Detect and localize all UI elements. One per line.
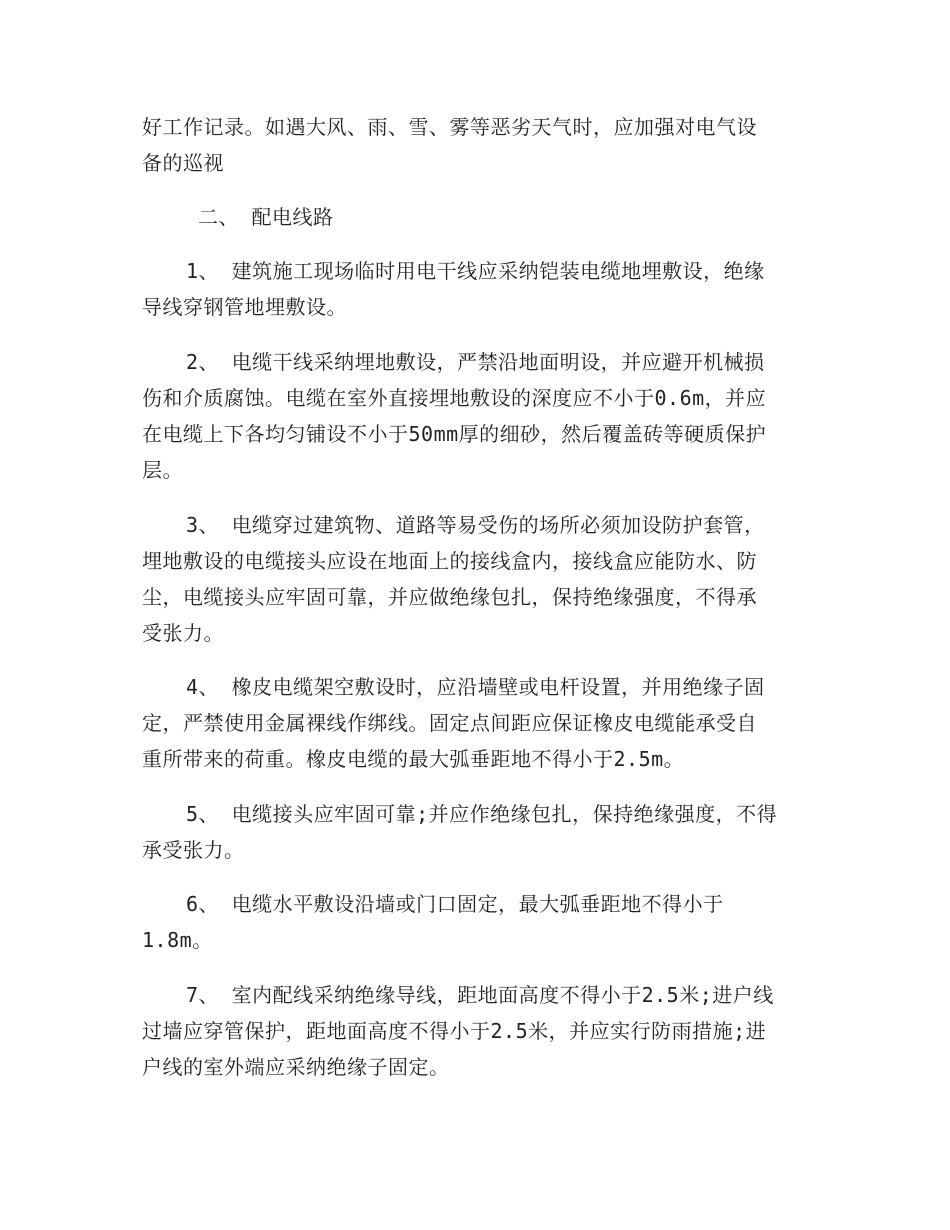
text-line: 2、 电缆干线采纳埋地敷设，严禁沿地面明设，并应避开机械损 bbox=[186, 350, 765, 374]
text-line: 1.8m。 bbox=[142, 928, 213, 952]
text-line: 备的巡视 bbox=[142, 151, 224, 175]
text-line: 承受张力。 bbox=[142, 838, 245, 862]
text-line: 受张力。 bbox=[142, 621, 224, 645]
section-heading: 二、 配电线路 bbox=[198, 205, 334, 229]
text-line: 5、 电缆接头应牢固可靠;并应作绝缘包扎，保持绝缘强度，不得 bbox=[186, 802, 778, 826]
text-line: 导线穿钢管地埋敷设。 bbox=[142, 295, 347, 319]
text-line: 过墙应穿管保护，距地面高度不得小于2.5米，并应实行防雨措施;进 bbox=[142, 1019, 767, 1043]
text-line: 1、 建筑施工现场临时用电干线应采纳铠装电缆地埋敷设，绝缘 bbox=[186, 259, 765, 283]
text-line: 户线的室外端应采纳绝缘子固定。 bbox=[142, 1055, 450, 1079]
text-line: 层。 bbox=[142, 458, 183, 482]
text-line: 3、 电缆穿过建筑物、道路等易受伤的场所必须加设防护套管， bbox=[186, 513, 765, 537]
text-line: 伤和介质腐蚀。电缆在室外直接埋地敷设的深度应不小于0.6m，并应 bbox=[142, 386, 767, 410]
text-line: 7、 室内配线采纳绝缘导线，距地面高度不得小于2.5米;进户线 bbox=[186, 983, 774, 1007]
text-line: 定，严禁使用金属裸线作绑线。固定点间距应保证橡皮电缆能承受自 bbox=[142, 711, 757, 735]
text-line: 尘，电缆接头应牢固可靠，并应做绝缘包扎，保持绝缘强度，不得承 bbox=[142, 585, 757, 609]
text-line: 埋地敷设的电缆接头应设在地面上的接线盒内，接线盒应能防水、防 bbox=[142, 549, 757, 573]
text-line: 4、 橡皮电缆架空敷设时，应沿墙壁或电杆设置，并用绝缘子固 bbox=[186, 675, 765, 699]
text-line: 重所带来的荷重。橡皮电缆的最大弧垂距地不得小于2.5m。 bbox=[142, 747, 685, 771]
text-line: 6、 电缆水平敷设沿墙或门口固定，最大弧垂距地不得小于 bbox=[186, 892, 724, 916]
text-line: 好工作记录。如遇大风、雨、雪、雾等恶劣天气时，应加强对电气设 bbox=[142, 115, 757, 139]
text-line: 在电缆上下各均匀铺设不小于50mm厚的细砂，然后覆盖砖等硬质保护 bbox=[142, 422, 767, 446]
